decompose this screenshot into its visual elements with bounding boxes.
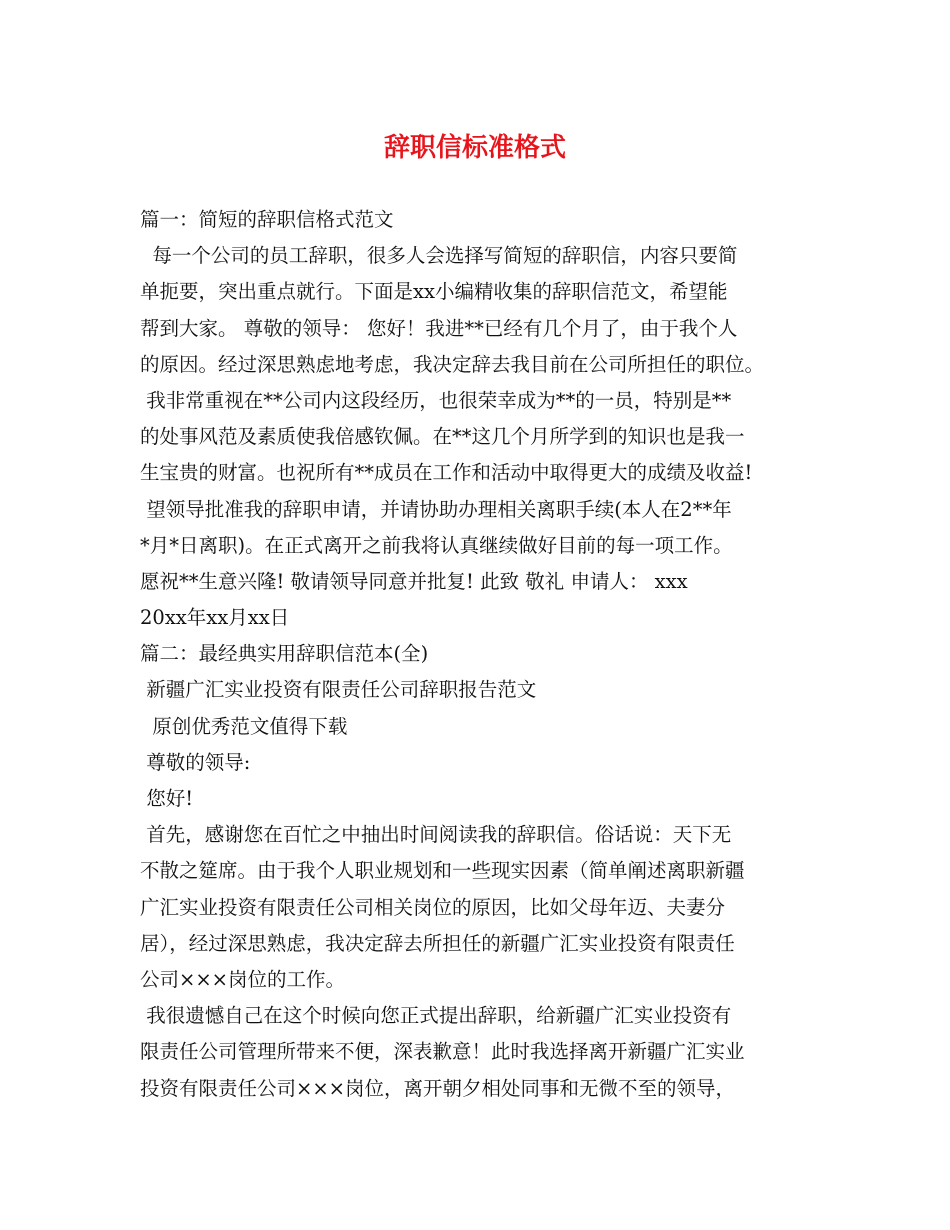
text-line: 我很遗憾自己在这个时候向您正式提出辞职，给新疆广汇实业投资有 (140, 1004, 732, 1028)
text-line: 公司×××岗位的工作。 (140, 967, 346, 991)
text-line: *月*日离职)。在正式离开之前我将认真继续做好目前的每一项工作。 (140, 533, 733, 557)
text-line: 愿祝**生意兴隆! 敬请领导同意并批复! 此致 敬礼 申请人： xxx (140, 569, 688, 593)
text-line: 生宝贵的财富。也祝所有**成员在工作和活动中取得更大的成绩及收益! (140, 461, 753, 485)
document-body (140, 202, 830, 1107)
text-line: 原创优秀范文值得下载 (140, 714, 348, 738)
text-line: 的处事风范及素质使我倍感钦佩。在**这几个月所学到的知识也是我一 (140, 425, 745, 449)
text-line: 每一个公司的员工辞职，很多人会选择写简短的辞职信，内容只要简 (140, 244, 738, 268)
text-line: 您好! (140, 787, 194, 810)
text-line: 20xx年xx月xx日 (140, 606, 290, 630)
text-line: 尊敬的领导: (140, 750, 251, 774)
text-line: 新疆广汇实业投资有限责任公司辞职报告范文 (140, 678, 537, 702)
document-title: 辞职信标准格式 (383, 133, 566, 163)
text-line: 帮到大家。 尊敬的领导： 您好！我进**已经有几个月了，由于我个人 (140, 316, 738, 340)
text-line: 投资有限责任公司×××岗位，离开朝夕相处同事和无微不至的领导， (140, 1076, 736, 1100)
text-line: 不散之筵席。由于我个人职业规划和一些现实因素（简单阐述离职新疆 (140, 859, 745, 883)
text-line: 单扼要，突出重点就行。下面是xx小编精收集的辞职信范文，希望能 (140, 280, 728, 304)
text-line: 我非常重视在**公司内这段经历，也很荣幸成为**的一员，特别是** (140, 388, 732, 412)
text-line: 限责任公司管理所带来不便，深表歉意！此时我选择离开新疆广汇实业 (140, 1040, 745, 1064)
text-line: 居），经过深思熟虑，我决定辞去所担任的新疆广汇实业投资有限责任 (140, 931, 735, 955)
text-line: 广汇实业投资有限责任公司相关岗位的原因，比如父母年迈、夫妻分 (140, 895, 726, 919)
text-line: 篇一：简短的辞职信格式范文 (140, 208, 394, 231)
text-line: 望领导批准我的辞职申请，并请协助办理相关离职手续(本人在2**年 (140, 497, 732, 521)
text-line: 首先，感谢您在百忙之中抽出时间阅读我的辞职信。俗话说：天下无 (140, 823, 732, 847)
text-line: 篇二：最经典实用辞职信范本(全) (140, 642, 429, 666)
text-line: 的原因。经过深思熟虑地考虑，我决定辞去我目前在公司所担任的职位。 (140, 352, 765, 376)
